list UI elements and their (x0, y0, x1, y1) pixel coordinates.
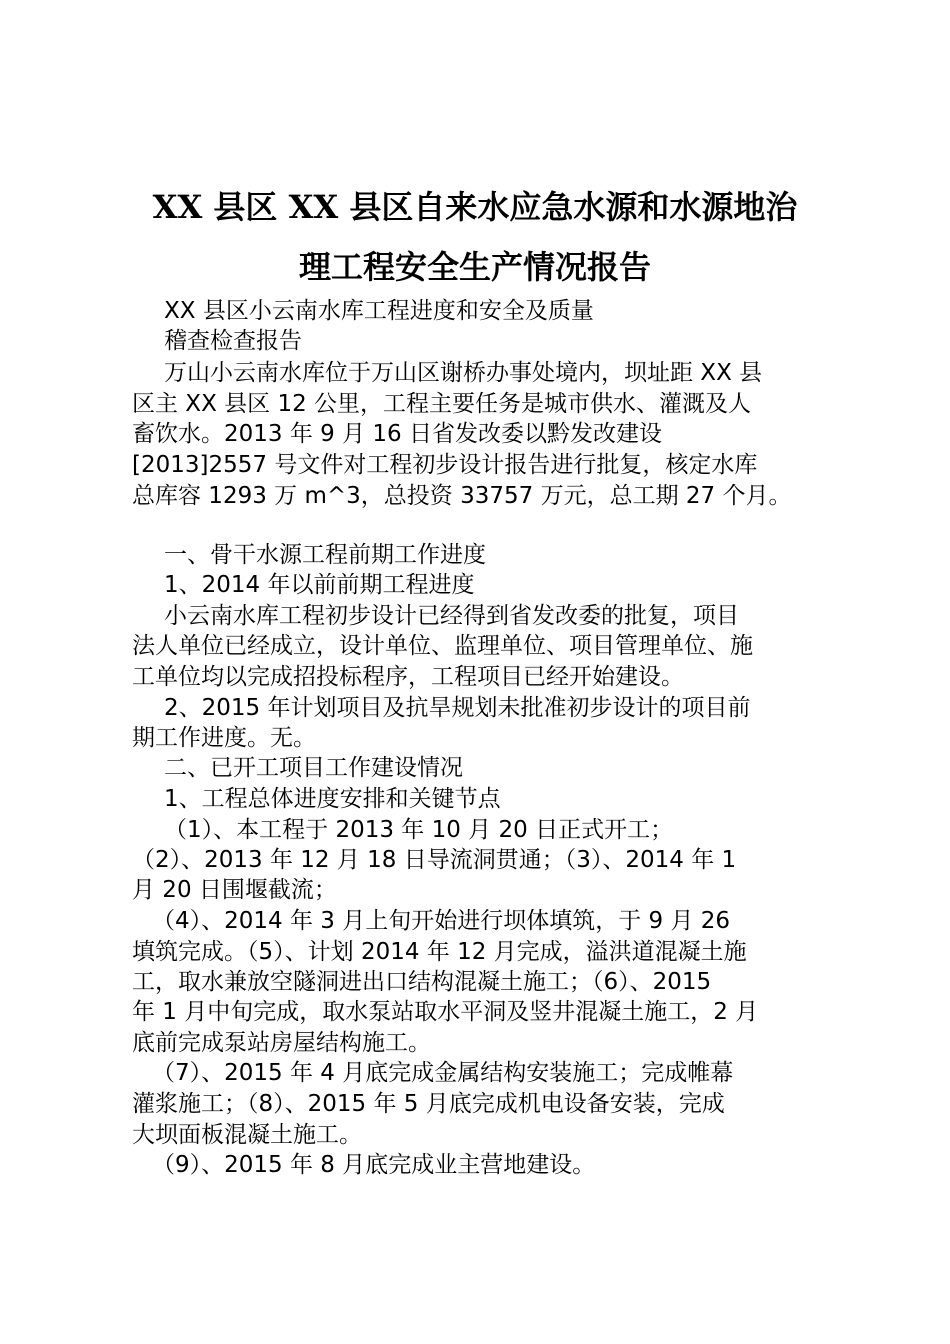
section-heading: 一、骨干水源工程前期工作进度 (164, 542, 486, 568)
report-title-line-2: 理工程安全生产情况报告 (298, 248, 651, 286)
paragraph-line: 填筑完成。（5）、计划 2014 年 12 月完成，溢洪道混凝土施 (132, 939, 747, 965)
paragraph-line: （9）、2015 年 8 月底完成业主营地建设。 (152, 1152, 596, 1178)
paragraph-line: （4）、2014 年 3 月上旬开始进行坝体填筑，于 9 月 26 (152, 908, 731, 934)
paragraph-line: [2013]2557 号文件对工程初步设计报告进行批复，核定水库 (132, 452, 758, 478)
paragraph-line: 总库容 1293 万 m^3，总投资 33757 万元，总工期 27 个月。 (132, 483, 792, 509)
paragraph-line: 底前完成泵站房屋结构施工。 (132, 1030, 431, 1056)
paragraph-line: 大坝面板混凝土施工。 (132, 1122, 362, 1148)
subtitle-line-2: 稽查检查报告 (164, 328, 302, 354)
paragraph-line: 畜饮水。2013 年 9 月 16 日省发改委以黔发改建设 (132, 421, 662, 447)
subsection-heading: 1、工程总体进度安排和关键节点 (164, 786, 501, 812)
paragraph-line: 法人单位已经成立，设计单位、监理单位、项目管理单位、施 (132, 633, 753, 659)
paragraph-line: 小云南水库工程初步设计已经得到省发改委的批复，项目 (164, 603, 739, 629)
paragraph-line: （2）、2013 年 12 月 18 日导流洞贯通；（3）、2014 年 1 (132, 847, 737, 873)
paragraph-line: 2、2015 年计划项目及抗旱规划未批准初步设计的项目前 (164, 695, 751, 721)
paragraph-line: （7）、2015 年 4 月底完成金属结构安装施工；完成帷幕 (152, 1060, 734, 1086)
paragraph-line: 月 20 日围堰截流； (132, 877, 337, 903)
paragraph-line: 期工作进度。无。 (132, 725, 316, 751)
section-heading: 二、已开工项目工作建设情况 (164, 755, 463, 781)
subsection-heading: 1、2014 年以前前期工程进度 (164, 572, 475, 598)
paragraph-line: 万山小云南水库位于万山区谢桥办事处境内，坝址距 XX 县 (164, 360, 763, 386)
subtitle-line-1: XX 县区小云南水库工程进度和安全及质量 (164, 298, 594, 324)
paragraph-line: 工，取水兼放空隧洞进出口结构混凝土施工；（6）、2015 (132, 969, 712, 995)
paragraph-line: 年 1 月中旬完成，取水泵站取水平洞及竖井混凝土施工，2 月 (132, 999, 759, 1025)
paragraph-line: 灌浆施工；（8）、2015 年 5 月底完成机电设备安装，完成 (132, 1091, 725, 1117)
paragraph-line: （1）、本工程于 2013 年 10 月 20 日正式开工； (164, 817, 674, 843)
paragraph-line: 工单位均以完成招投标程序，工程项目已经开始建设。 (132, 664, 684, 690)
paragraph-line: 区主 XX 县区 12 公里，工程主要任务是城市供水、灌溉及人 (132, 391, 752, 417)
report-title-line-1: XX 县区 XX 县区自来水应急水源和水源地治 (152, 188, 798, 226)
